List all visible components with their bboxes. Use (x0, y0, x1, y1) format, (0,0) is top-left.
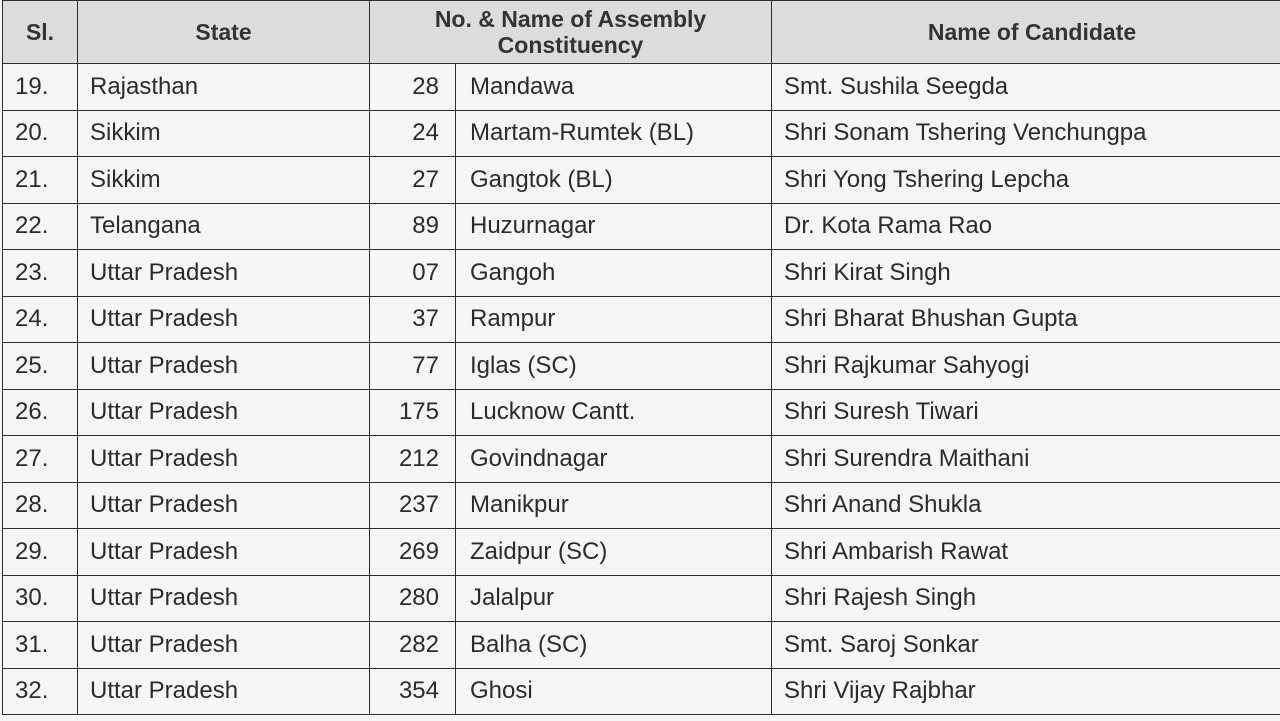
cell-state: Uttar Pradesh (78, 575, 370, 622)
cell-candidate: Shri Suresh Tiwari (772, 389, 1280, 436)
cell-constituency-number: 212 (370, 436, 456, 483)
table-row (3, 436, 1280, 483)
cell-constituency-number: 237 (370, 482, 456, 529)
cell-sl: 21. (3, 157, 78, 204)
table-row (3, 575, 1280, 622)
cell-state: Telangana (78, 203, 370, 250)
cell-constituency-name: Manikpur (456, 482, 772, 529)
cell-constituency-name: Gangoh (456, 250, 772, 297)
table-row (3, 529, 1280, 576)
cell-candidate: Shri Ambarish Rawat (772, 529, 1280, 576)
cell-candidate: Smt. Sushila Seegda (772, 64, 1280, 111)
cell-constituency-number: 354 (370, 668, 456, 715)
table-row (3, 482, 1280, 529)
table-row (3, 64, 1280, 111)
cell-state: Uttar Pradesh (78, 668, 370, 715)
cell-state: Sikkim (78, 157, 370, 204)
header-constituency (370, 1, 772, 64)
cell-constituency-number: 27 (370, 157, 456, 204)
cell-constituency-name: Balha (SC) (456, 622, 772, 669)
table-row (3, 343, 1280, 390)
cell-constituency-name: Gangtok (BL) (456, 157, 772, 204)
cell-state: Uttar Pradesh (78, 622, 370, 669)
table-row (3, 110, 1280, 157)
cell-constituency-name: Huzurnagar (456, 203, 772, 250)
cell-sl: 22. (3, 203, 78, 250)
cell-constituency-name: Mandawa (456, 64, 772, 111)
table-row (3, 296, 1280, 343)
cell-sl: 20. (3, 110, 78, 157)
table-row (3, 203, 1280, 250)
candidate-table (2, 0, 1280, 715)
table-body (3, 64, 1280, 715)
cell-state: Uttar Pradesh (78, 436, 370, 483)
header-state: State (78, 1, 370, 64)
table-row (3, 389, 1280, 436)
cell-sl: 27. (3, 436, 78, 483)
cell-sl: 32. (3, 668, 78, 715)
header-sl: Sl. (3, 1, 78, 64)
cell-state: Rajasthan (78, 64, 370, 111)
cell-constituency-name: Rampur (456, 296, 772, 343)
cell-constituency-name: Lucknow Cantt. (456, 389, 772, 436)
cell-state: Uttar Pradesh (78, 250, 370, 297)
table-row (3, 250, 1280, 297)
cell-sl: 19. (3, 64, 78, 111)
cell-constituency-name: Ghosi (456, 668, 772, 715)
cell-state: Uttar Pradesh (78, 529, 370, 576)
cell-constituency-number: 89 (370, 203, 456, 250)
cell-candidate: Shri Vijay Rajbhar (772, 668, 1280, 715)
cell-constituency-number: 24 (370, 110, 456, 157)
cell-sl: 30. (3, 575, 78, 622)
cell-state: Uttar Pradesh (78, 482, 370, 529)
cell-candidate: Shri Anand Shukla (772, 482, 1280, 529)
cell-constituency-number: 280 (370, 575, 456, 622)
cell-sl: 23. (3, 250, 78, 297)
header-constituency-line2: Constituency (497, 32, 644, 58)
cell-candidate: Shri Kirat Singh (772, 250, 1280, 297)
cell-constituency-name: Martam-Rumtek (BL) (456, 110, 772, 157)
cell-sl: 29. (3, 529, 78, 576)
cell-constituency-name: Zaidpur (SC) (456, 529, 772, 576)
cell-candidate: Shri Rajkumar Sahyogi (772, 343, 1280, 390)
cell-constituency-name: Govindnagar (456, 436, 772, 483)
cell-sl: 31. (3, 622, 78, 669)
cell-sl: 25. (3, 343, 78, 390)
cell-state: Uttar Pradesh (78, 296, 370, 343)
cell-constituency-name: Jalalpur (456, 575, 772, 622)
header-row (3, 1, 1280, 64)
cell-candidate: Shri Rajesh Singh (772, 575, 1280, 622)
header-constituency-line1: No. & Name of Assembly (434, 6, 707, 32)
cell-candidate: Shri Bharat Bhushan Gupta (772, 296, 1280, 343)
cell-constituency-number: 37 (370, 296, 456, 343)
table-row (3, 668, 1280, 715)
cell-candidate: Dr. Kota Rama Rao (772, 203, 1280, 250)
cell-candidate: Smt. Saroj Sonkar (772, 622, 1280, 669)
cell-candidate: Shri Sonam Tshering Venchungpa (772, 110, 1280, 157)
cell-constituency-number: 07 (370, 250, 456, 297)
cell-constituency-number: 77 (370, 343, 456, 390)
cell-constituency-number: 269 (370, 529, 456, 576)
cell-state: Uttar Pradesh (78, 343, 370, 390)
cell-constituency-number: 282 (370, 622, 456, 669)
cell-sl: 28. (3, 482, 78, 529)
cell-state: Sikkim (78, 110, 370, 157)
cell-constituency-name: Iglas (SC) (456, 343, 772, 390)
table-row (3, 157, 1280, 204)
cell-constituency-number: 175 (370, 389, 456, 436)
cell-state: Uttar Pradesh (78, 389, 370, 436)
table-row (3, 622, 1280, 669)
cell-sl: 24. (3, 296, 78, 343)
cell-candidate: Shri Surendra Maithani (772, 436, 1280, 483)
cell-sl: 26. (3, 389, 78, 436)
cell-candidate: Shri Yong Tshering Lepcha (772, 157, 1280, 204)
cell-constituency-number: 28 (370, 64, 456, 111)
header-candidate: Name of Candidate (772, 1, 1280, 64)
table-header (3, 1, 1280, 64)
